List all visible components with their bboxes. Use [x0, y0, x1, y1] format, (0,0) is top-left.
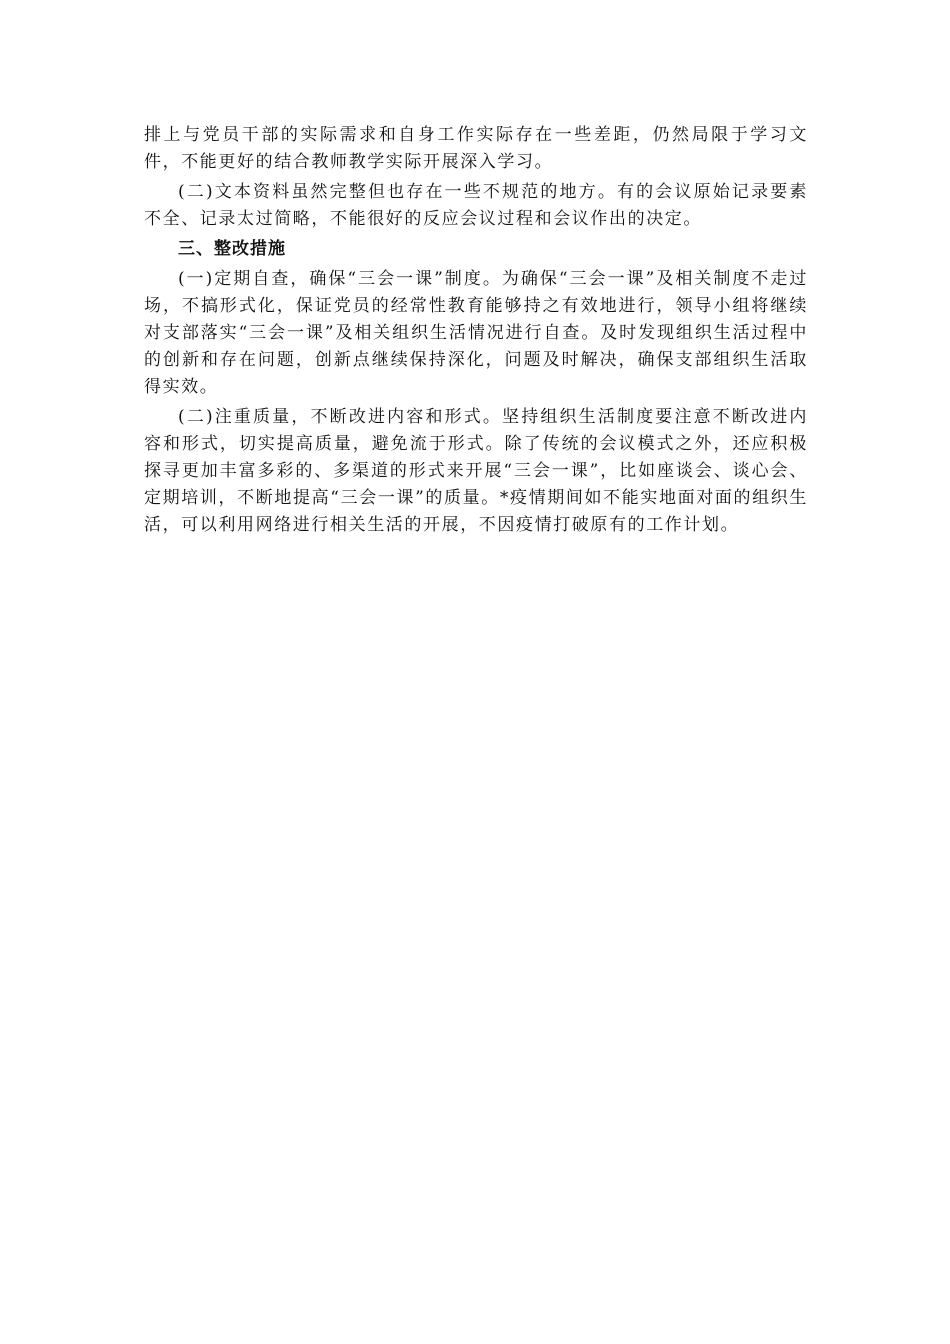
paragraph-measure-one: (一)定期自查，确保“三会一课”制度。为确保“三会一课”及相关制度不走过场，不搞形式化，保证党员的经常性教育能够持之有效地进行，领导小组将继续对支部落实“三会一课”及相关组织生活情况进行自查。及时发现组织生活过程中的创新和存在问题，创新点继续保持深化，问题及时解决，确保支部组织生活取得实效。 — [144, 269, 808, 397]
section-heading: 三、整改措施 — [178, 239, 286, 259]
paragraph-continuation: 排上与党员干部的实际需求和自身工作实际存在一些差距，仍然局限于学习文件，不能更好的结合教师教学实际开展深入学习。 — [144, 125, 808, 172]
paragraph-issue-two: (二)文本资料虽然完整但也存在一些不规范的地方。有的会议原始记录要素不全、记录太过简略，不能很好的反应会议过程和会议作出的决定。 — [144, 182, 808, 229]
paragraph-measure-two: (二)注重质量，不断改进内容和形式。坚持组织生活制度要注意不断改进内容和形式，切实提高质量，避免流于形式。除了传统的会议模式之外，还应积极探寻更加丰富多彩的、多渠道的形式来开展“三会一课”，比如座谈会、谈心会、定期培训，不断地提高“三会一课”的质量。*疫情期间如不能实地面对面的组织生活，可以利用网络进行相关生活的开展，不因疫情打破原有的工作计划。 — [144, 407, 808, 535]
document-body — [144, 122, 808, 542]
